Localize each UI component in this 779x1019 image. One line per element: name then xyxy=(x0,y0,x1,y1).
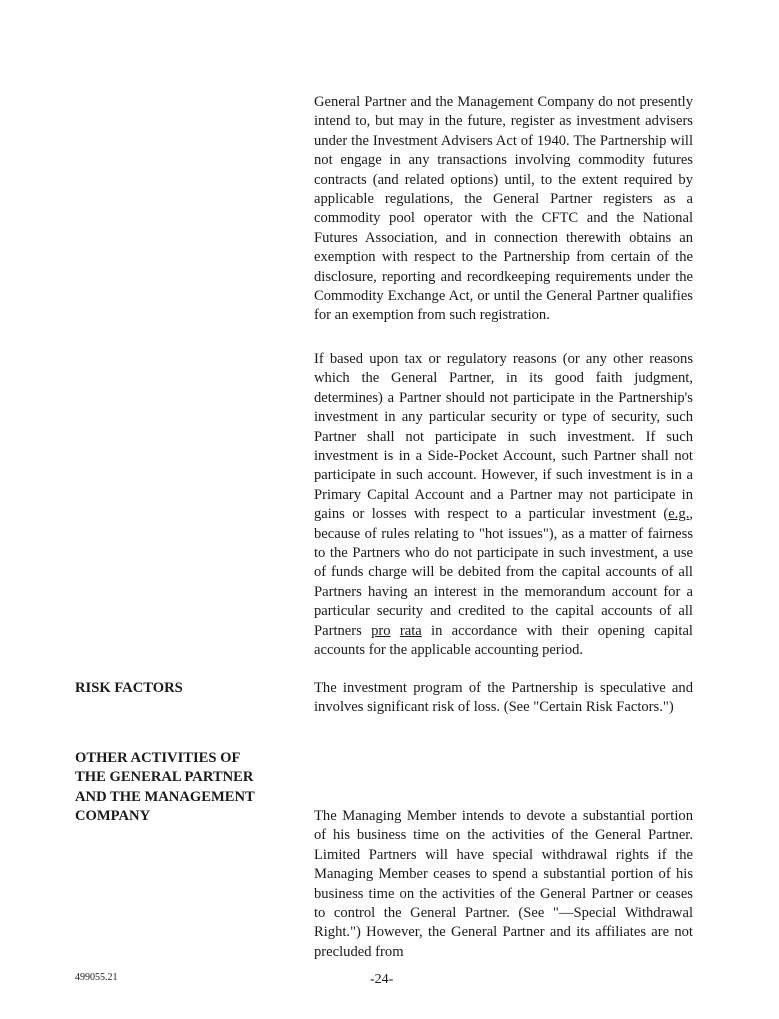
participation-text-part2: , because of rules relating to "hot issues"), as a matter of fairness to the Partners who do not participate in such investment, a use of funds charge will be debited from the capital accounts of all Partners having an interest in the memorandum account for a particular security and credited to the capital accounts of all Partners xyxy=(314,506,693,639)
other-activities-heading-line-4: COMPANY xyxy=(75,808,151,825)
participation-text-part3: in accordance with their opening capital accounts for the applicable accounting period. xyxy=(314,622,693,659)
eg-abbreviation: e.g. xyxy=(668,506,690,523)
other-activities-text xyxy=(314,807,693,962)
other-activities-heading xyxy=(75,749,285,827)
other-activities-heading-line-2: THE GENERAL PARTNER xyxy=(75,769,254,786)
other-activities-paragraph: The Managing Member intends to devote a substantial portion of his business time on the activities of the General Partner. Limited Partners will have special withdrawal rights if the Managing Member ceases to spend a substantial portion of his business time on the activities of the General Partner or ceases to control the General Partner. (See "—Special Withdrawal Right.") However, the General Partner and its affiliates are not precluded from xyxy=(314,808,693,960)
page-number: -24- xyxy=(370,972,394,987)
paragraph-participation xyxy=(314,350,693,661)
paragraph-participation-text xyxy=(314,350,693,661)
risk-factors-text xyxy=(314,679,693,718)
rata-term: rata xyxy=(399,622,422,639)
pro-term: pro xyxy=(371,622,391,639)
paragraph-registration-text: General Partner and the Management Company do not presently intend to, but may in the future, register as investment advisers under the Investment Advisers Act of 1940. The Partnership will not engage in any transactions involving commodity futures contracts (and related options) until, to the extent required by applicable regulations, the General Partner registers as a commodity pool operator with the CFTC and the National Futures Association, and in connection therewith obtains an exemption with respect to the Partnership from certain of the disclosure, reporting and recordkeeping requirements under the Commodity Exchange Act, or until the General Partner qualifies for an exemption from such registration. xyxy=(314,94,693,324)
participation-text-part1: If based upon tax or regulatory reasons (or any other reasons which the General Partner, in its good faith judgment, determines) a Partner should not participate in the Partnership's investment in any particular security or type of security, such Partner shall not participate in such investment. If such investment is in a Side-Pocket Account, such Partner shall not participate in such account. However, if such investment is in a Primary Capital Account and a Partner may not participate in gains or losses with respect to a particular investment ( xyxy=(314,351,693,523)
document-id: 499055.21 xyxy=(75,972,118,983)
paragraph-registration xyxy=(314,93,693,326)
other-activities-heading-line-3: AND THE MANAGEMENT xyxy=(75,788,255,805)
risk-factors-paragraph: The investment program of the Partnership is speculative and involves significant risk of loss. (See "Certain Risk Factors.") xyxy=(314,680,693,716)
other-activities-heading-line-1: OTHER ACTIVITIES OF xyxy=(75,750,241,766)
risk-factors-heading: RISK FACTORS xyxy=(75,680,183,696)
